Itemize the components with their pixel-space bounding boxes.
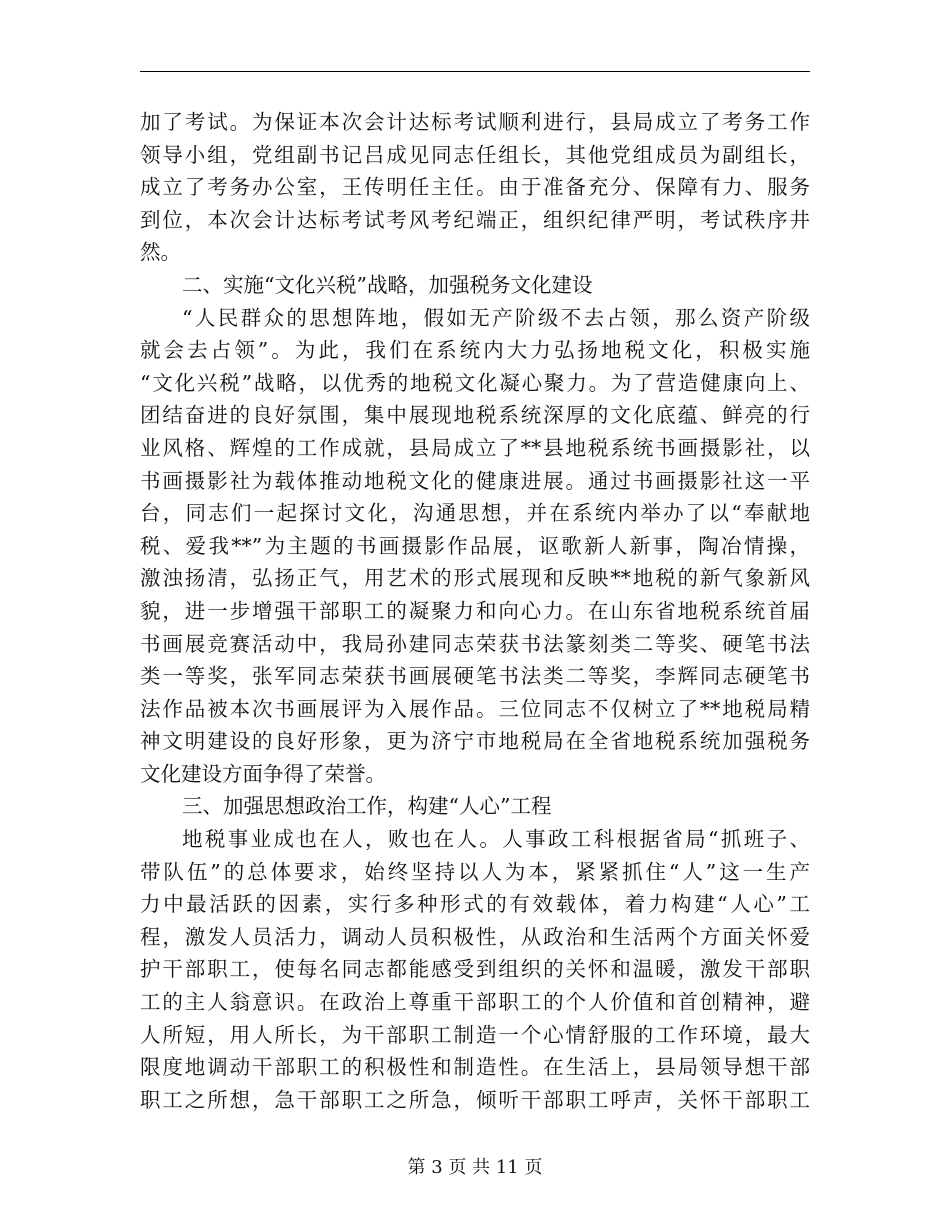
text-line: 团结奋进的良好氛围，集中展现地税系统深厚的文化底蕴、鲜亮的行: [140, 403, 810, 428]
text-line: 文化建设方面争得了荣誉。: [140, 761, 386, 786]
document-body: [140, 106, 810, 1116]
text-line: 神文明建设的良好形象，更为济宁市地税局在全省地税系统加强税务: [140, 729, 810, 754]
text-line: 书画摄影社为载体推动地税文化的健康进展。通过书画摄影社这一平: [140, 468, 810, 493]
text-line: 程，激发人员活力，调动人员积极性，从政治和生活两个方面关怀爱: [140, 924, 810, 949]
text-line: 地税事业成也在人，败也在人。人事政工科根据省局“抓班子、: [182, 827, 810, 852]
text-line: 台，同志们一起探讨文化，沟通思想，并在系统内举办了以“奉献地: [140, 501, 810, 526]
text-line: “人民群众的思想阵地，假如无产阶级不去占领，那么资产阶级: [182, 305, 810, 330]
text-line: 激浊扬清，弘扬正气，用艺术的形式展现和反映**地税的新气象新风: [140, 566, 810, 591]
text-line: 职工之所想，急干部职工之所急，倾听干部职工呼声，关怀干部职工: [140, 1087, 810, 1112]
text-line: 类一等奖，张军同志荣获书画展硬笔书法类二等奖，李辉同志硬笔书: [140, 664, 810, 689]
text-line: 限度地调动干部职工的积极性和制造性。在生活上，县局领导想干部: [140, 1055, 810, 1080]
text-line: 工的主人翁意识。在政治上尊重干部职工的个人价值和首创精神，避: [140, 990, 810, 1015]
text-line: 书画展竞赛活动中，我局孙建同志荣获书法篆刻类二等奖、硬笔书法: [140, 631, 810, 656]
text-line: 加了考试。为保证本次会计达标考试顺利进行，县局成立了考务工作: [140, 110, 810, 134]
page-number: 第 3 页 共 11 页: [407, 1157, 543, 1178]
text-line: 力中最活跃的因素，实行多种形式的有效载体，着力构建“人心”工: [140, 892, 810, 917]
header-rule: [140, 71, 810, 72]
text-line: 税、爱我**”为主题的书画摄影作品展，讴歌新人新事，陶冶情操，: [140, 533, 810, 558]
text-line: 业风格、辉煌的工作成就，县局成立了**县地税系统书画摄影社，以: [140, 435, 810, 460]
text-line: 人所短，用人所长，为干部职工制造一个心情舒服的工作环境，最大: [140, 1022, 810, 1047]
section-heading: 三、加强思想政治工作，构建“人心”工程: [182, 794, 552, 819]
section-heading: 二、实施“文化兴税”战略，加强税务文化建设: [182, 272, 593, 297]
text-line: 到位，本次会计达标考试考风考纪端正，组织纪律严明，考试秩序井: [140, 207, 810, 232]
text-line: “文化兴税”战略，以优秀的地税文化凝心聚力。为了营造健康向上、: [140, 370, 810, 395]
text-line: 法作品被本次书画展评为入展作品。三位同志不仅树立了**地税局精: [140, 696, 810, 721]
text-line: 领导小组，党组副书记吕成见同志任组长，其他党组成员为副组长，: [140, 142, 810, 167]
text-line: 带队伍”的总体要求，始终坚持以人为本，紧紧抓住“人”这一生产: [140, 859, 810, 884]
text-line: 就会去占领”。为此，我们在系统内大力弘扬地税文化，积极实施: [140, 338, 810, 363]
text-line: 然。: [140, 240, 181, 265]
text-line: 貌，进一步增强干部职工的凝聚力和向心力。在山东省地税系统首届: [140, 598, 810, 623]
text-line: 护干部职工，使每名同志都能感受到组织的关怀和温暖，激发干部职: [140, 957, 810, 982]
text-line: 成立了考务办公室，王传明任主任。由于准备充分、保障有力、服务: [140, 175, 810, 200]
